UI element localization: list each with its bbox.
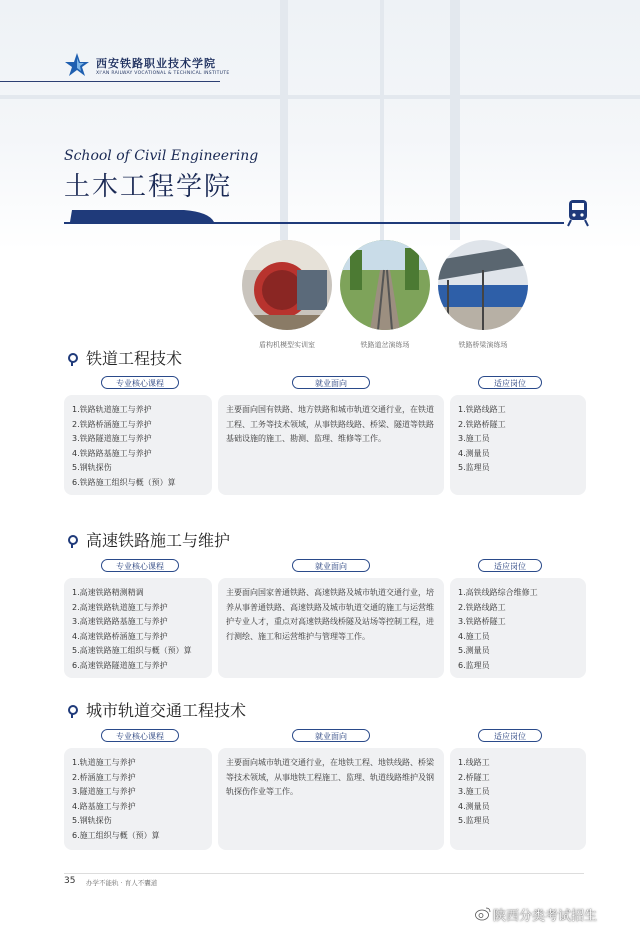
major-name: 高速铁路施工与维护 [86,531,231,550]
direction-label: 就业面向 [292,376,370,389]
positions-label: 适应岗位 [478,729,542,742]
school-logo [64,52,229,78]
photo-caption: 盾构机模型实训室 [259,341,315,349]
list-item: 5.监理员 [458,463,490,473]
location-pin-icon [68,353,78,363]
list-item: 1.高铁线路综合维修工 [458,588,538,597]
list-item: 4.高速铁路桥涵施工与养护 [72,631,168,641]
direction-box [218,395,444,495]
major-name: 城市轨道交通工程技术 [86,701,247,720]
direction-text: 主要面向国家普通铁路、高速铁路及城市轨道交通行业，培养从事普通铁路、高速铁路及城市轨道交通的施工与运营维护专业人才，重点对高速铁路线桥隧及站场等控制工程，进行测绘、施工和运营维护与管理等工作。 [226,588,434,641]
weibo-icon [475,906,491,920]
list-item: 1.铁路轨道施工与养护 [72,405,152,414]
list-item: 3.铁路隧道施工与养护 [72,434,152,444]
positions-box [450,578,586,678]
list-item: 2.铁路线路工 [458,602,506,612]
list-item: 2.铁路桥隧工 [458,419,506,429]
direction-box [218,748,444,850]
background-pillar [280,0,288,240]
list-item: 4.施工员 [458,631,490,641]
direction-label: 就业面向 [292,729,370,742]
list-item: 4.路基施工与养护 [72,801,136,811]
courses-box [64,578,212,678]
direction-box [218,578,444,678]
courses-label: 专业核心课程 [101,559,179,572]
list-item: 5.测量员 [458,646,490,656]
courses-label: 专业核心课程 [101,376,179,389]
list-item: 4.铁路路基施工与养护 [72,448,152,458]
photo-caption: 铁路道岔演练场 [360,341,410,349]
photo-caption: 铁路桥梁演练场 [458,341,508,349]
list-item: 6.高速铁路隧道施工与养护 [72,660,168,670]
photo-railway-switch [340,240,430,330]
list-item: 3.施工员 [458,434,490,444]
direction-text: 主要面向国有铁路、地方铁路和城市轨道交通行业，在铁道工程、工务等技术领域，从事铁路线路、桥梁、隧道等铁路基础设施的施工、勘测、监理、维修等工作。 [226,405,434,444]
courses-label: 专业核心课程 [101,729,179,742]
photo-shield-machine [242,240,332,330]
logo-underline [0,81,220,82]
courses-box [64,748,212,850]
logo-name-cn: 西安铁路职业技术学院 [96,56,216,70]
direction-label: 就业面向 [292,559,370,572]
positions-label: 适应岗位 [478,376,542,389]
direction-text: 主要面向城市轨道交通行业，在地铁工程、地铁线路、桥梁等技术领域，从事地铁工程施工、监理、轨道线路维护及钢轨探伤作业等工作。 [226,758,434,797]
school-title-cn: 土木工程学院 [64,172,233,202]
positions-box [450,395,586,495]
list-item: 3.施工员 [458,787,490,797]
title-divider-line [64,222,564,224]
footer-slogan: 办学不能轨 · 育人不囊道 [86,879,158,887]
major-title [68,346,182,369]
list-item: 1.铁路线路工 [458,405,506,414]
school-title-en: School of Civil Engineering [64,148,259,164]
list-item: 2.桥隧工 [458,772,490,782]
list-item: 5.钢轨探伤 [72,816,112,826]
watermark-text: 陕西分类考试招生 [493,909,598,924]
positions-box [450,748,586,850]
footer-divider [64,873,584,874]
list-item: 6.监理员 [458,660,490,670]
major-title [68,698,246,721]
list-item: 4.测量员 [458,448,490,458]
list-item: 5.监理员 [458,816,490,826]
background-pillar [380,0,384,240]
list-item: 1.线路工 [458,758,490,767]
list-item: 1.轨道施工与养护 [72,758,136,767]
list-item: 1.高速铁路精测精调 [72,588,144,597]
train-icon [567,199,589,227]
list-item: 4.测量员 [458,801,490,811]
positions-label: 适应岗位 [478,559,542,572]
list-item: 3.高速铁路路基施工与养护 [72,617,168,627]
major-name: 铁道工程技术 [86,349,183,368]
star-logo-icon [64,52,90,78]
courses-box [64,395,212,495]
location-pin-icon [68,705,78,715]
page-number: 35 [64,876,76,886]
logo-name-en: XI'AN RAILWAY VOCATIONAL & TECHNICAL INSTITUTE [96,70,230,76]
list-item: 5.钢轨探伤 [72,463,112,473]
list-item: 3.铁路桥隧工 [458,617,506,627]
location-pin-icon [68,535,78,545]
list-item: 2.高速铁路轨道施工与养护 [72,602,168,612]
list-item: 2.铁路桥涵施工与养护 [72,419,152,429]
list-item: 3.隧道施工与养护 [72,787,136,797]
list-item: 5.高速铁路施工组织与概（预）算 [72,646,192,656]
list-item: 2.桥涵施工与养护 [72,772,136,782]
photo-railway-bridge [438,240,528,330]
background-pillar [450,0,460,240]
list-item: 6.施工组织与概（预）算 [72,830,160,840]
major-title [68,528,230,551]
list-item: 6.铁路施工组织与概（预）算 [72,477,176,487]
background-beam [0,95,640,99]
